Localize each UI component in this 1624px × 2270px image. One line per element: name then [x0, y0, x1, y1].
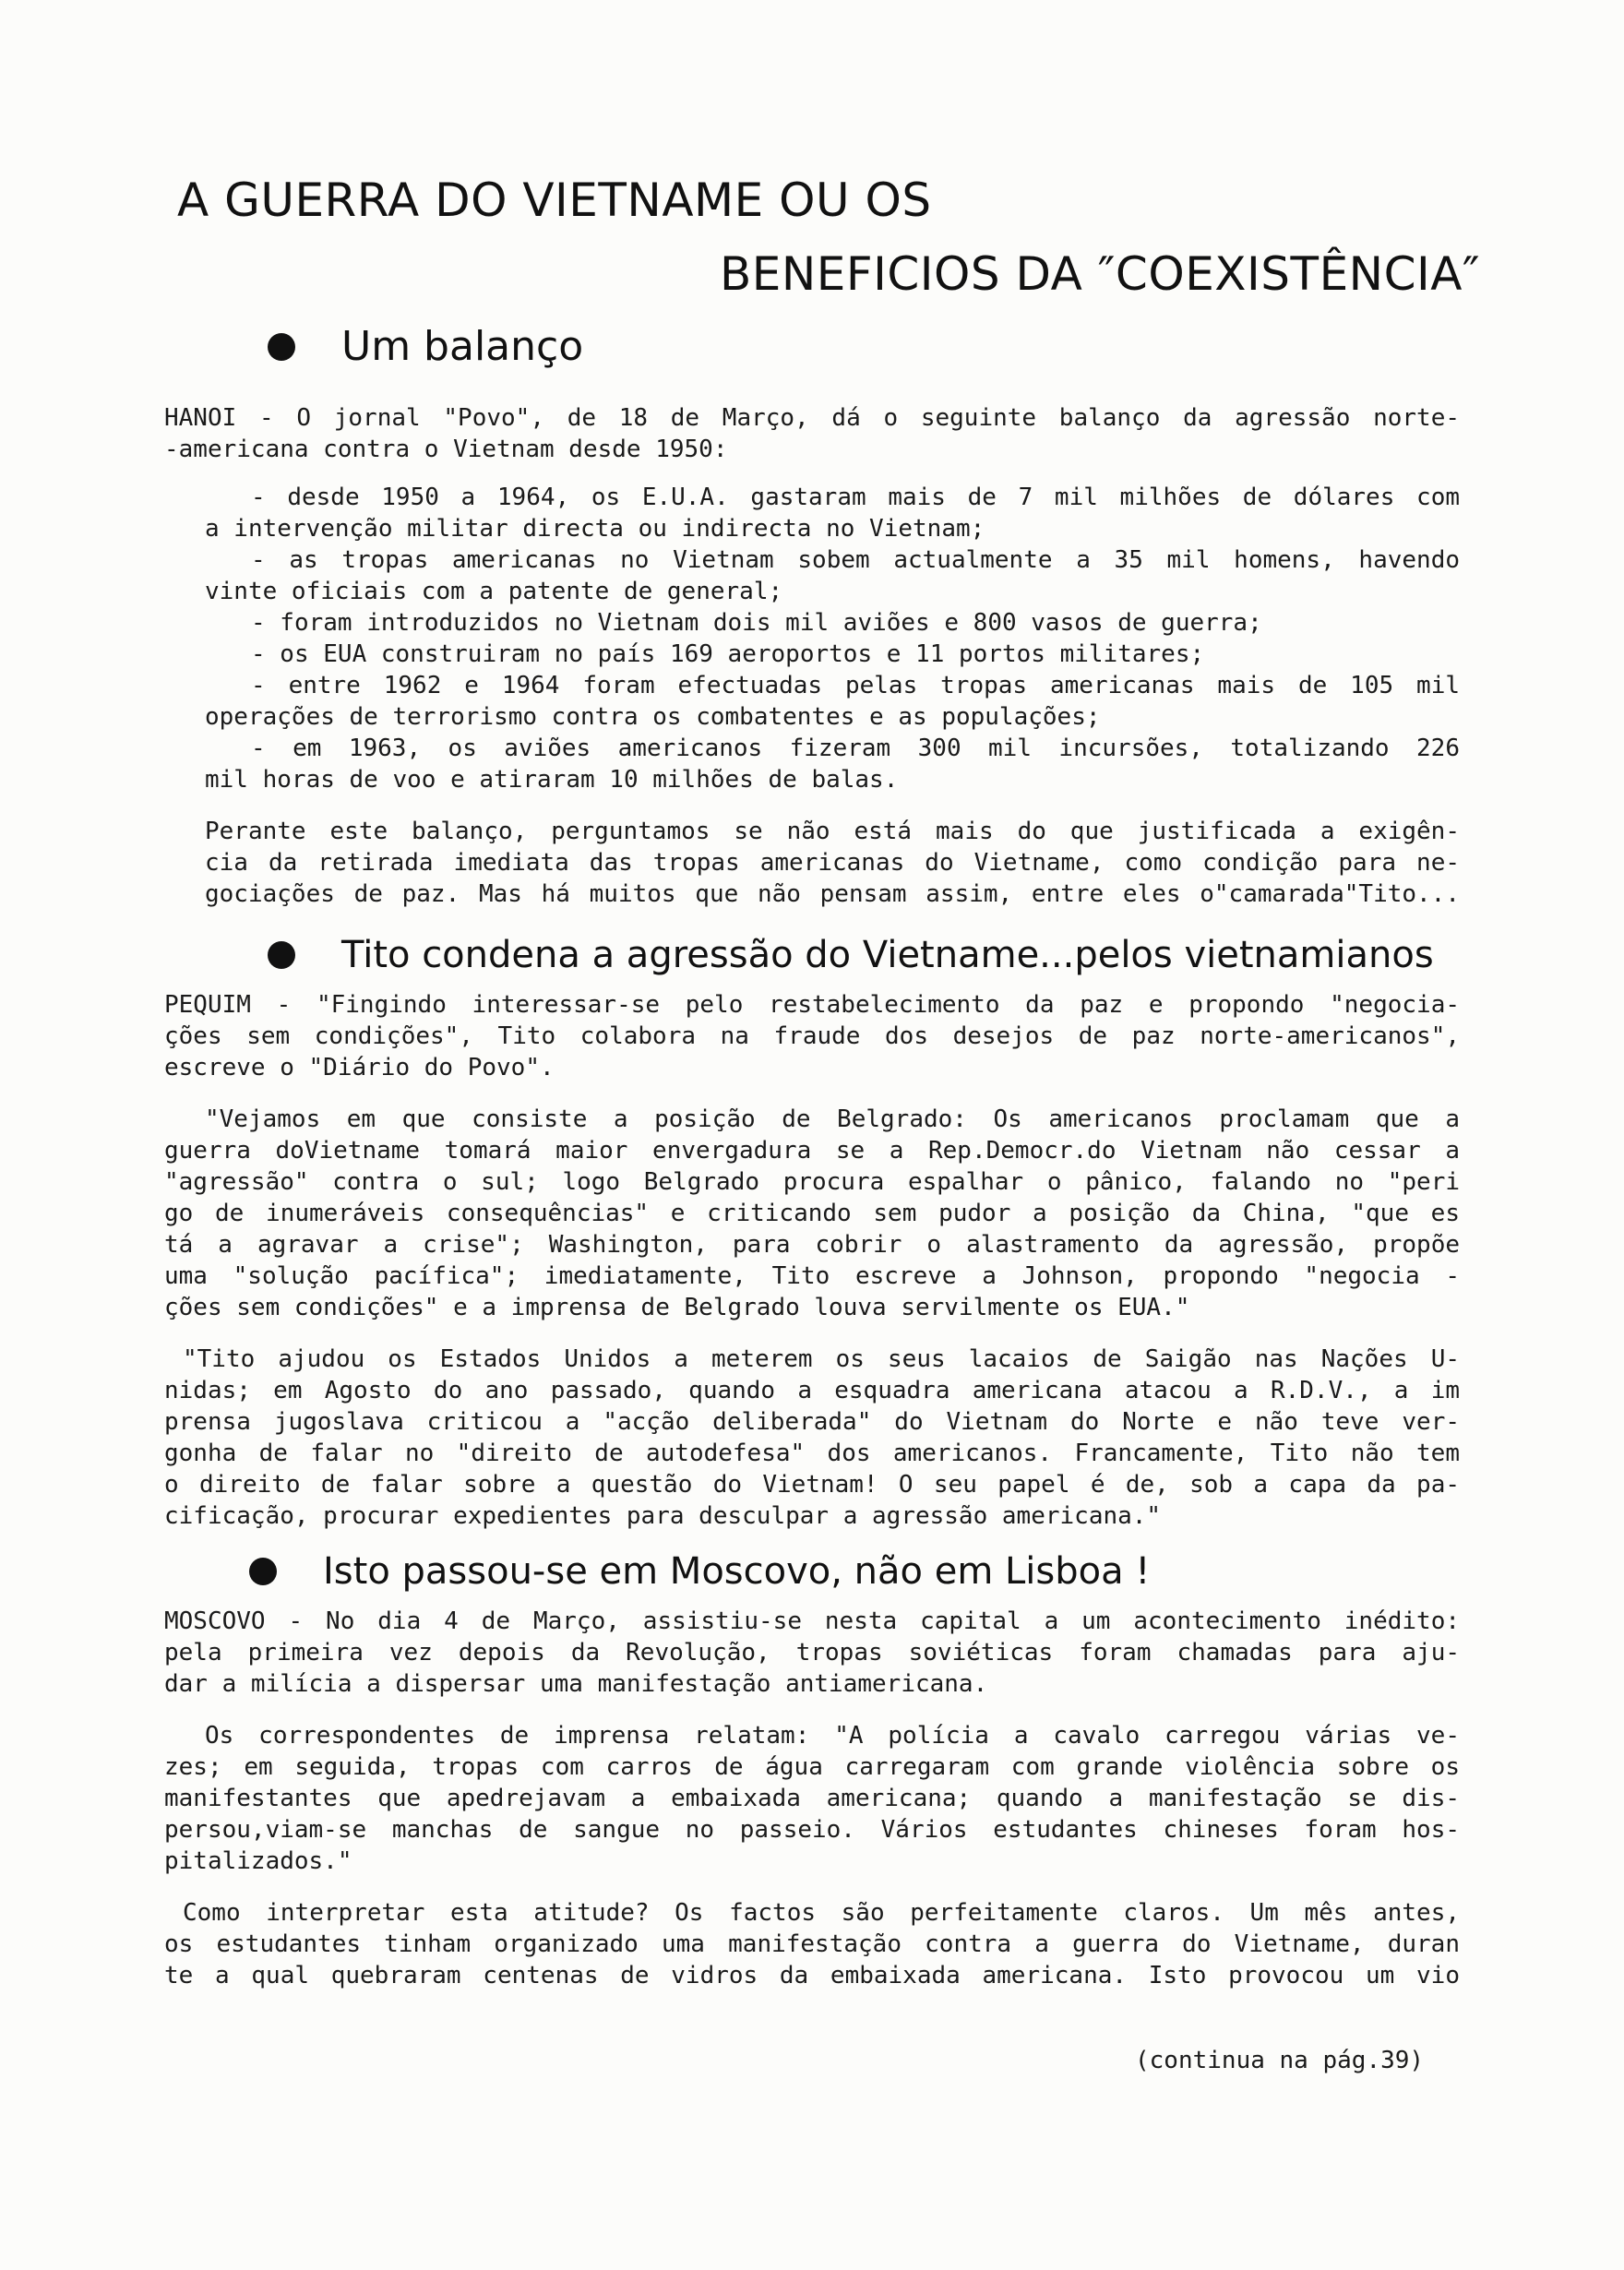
text-line: tá a agravar a crise"; Washington, para cobrir o alastramento da agressão, propõe [164, 1231, 1460, 1259]
list-item-cont: a intervenção militar directa ou indirecta no Vietnam; [205, 515, 985, 543]
text-line: "agressão" contra o sul; logo Belgrado procura espalhar o pânico, falando no "peri [164, 1168, 1460, 1196]
bullet-icon [268, 333, 295, 361]
text-line: te a qual quebraram centenas de vidros da embaixada americana. Isto provocou um vio [164, 1962, 1460, 1989]
list-item: - entre 1962 e 1964 foram efectuadas pelas tropas americanas mais de 105 mil [251, 672, 1460, 699]
list-item: - foram introduzidos no Vietnam dois mil aviões e 800 vasos de guerra; [251, 609, 1262, 637]
section-heading-text: Isto passou-se em Moscovo, não em Lisboa ! [323, 1550, 1151, 1593]
text-line: pitalizados." [164, 1847, 352, 1875]
text-line: Os correspondentes de imprensa relatam: "A polícia a cavalo carregou várias ve- [205, 1722, 1460, 1750]
section-heading-text: Tito condena a agressão do Vietname...pelos vietnamianos [341, 934, 1434, 976]
text-line: gociações de paz. Mas há muitos que não pensam assim, entre eles o"camarada"Tito... [205, 880, 1460, 908]
list-item-cont: mil horas de voo e atiraram 10 milhões de balas. [205, 766, 899, 794]
text-line: o direito de falar sobre a questão do Vietnam! O seu papel é de, sob a capa da pa- [164, 1471, 1460, 1499]
title-line-1: A GUERRA DO VIETNAME OU OS [177, 173, 932, 227]
text-line: -americana contra o Vietnam desde 1950: [164, 436, 728, 463]
text-line: pela primeira vez depois da Revolução, tropas soviéticas foram chamadas para aju- [164, 1639, 1460, 1667]
text-line: escreve o "Diário do Povo". [164, 1054, 555, 1081]
text-line: dar a milícia a dispersar uma manifestação antiamericana. [164, 1670, 988, 1698]
bullet-icon [268, 941, 295, 969]
text-line: nidas; em Agosto do ano passado, quando a esquadra americana atacou a R.D.V., a im [164, 1377, 1460, 1404]
list-item-cont: operações de terrorismo contra os combatentes e as populações; [205, 703, 1101, 731]
section-heading-balanco [268, 323, 583, 370]
text-line: zes; em seguida, tropas com carros de água carregaram com grande violência sobre os [164, 1753, 1460, 1781]
list-item: - os EUA construiram no país 169 aeroportos e 11 portos militares; [251, 640, 1205, 668]
list-item: - as tropas americanas no Vietnam sobem actualmente a 35 mil homens, havendo [251, 546, 1460, 574]
list-item-cont: vinte oficiais com a patente de general; [205, 578, 783, 605]
text-line: Perante este balanço, perguntamos se não está mais do que justificada a exigên- [205, 818, 1460, 845]
title-line-2: BENEFICIOS DA ″COEXISTÊNCIA″ [720, 247, 1481, 301]
text-line: cia da retirada imediata das tropas americanas do Vietname, como condição para ne- [205, 849, 1460, 877]
text-line: ções sem condições", Tito colabora na fraude dos desejos de paz norte-americanos", [164, 1022, 1460, 1050]
list-item: - em 1963, os aviões americanos fizeram 300 mil incursões, totalizando 226 [251, 735, 1460, 762]
text-line: persou,viam-se manchas de sangue no passeio. Vários estudantes chineses foram hos- [164, 1816, 1460, 1844]
list-item: - desde 1950 a 1964, os E.U.A. gastaram mais de 7 mil milhões de dólares com [251, 484, 1460, 511]
text-line: "Tito ajudou os Estados Unidos a meterem os seus lacaios de Saigão nas Nações U- [183, 1345, 1460, 1373]
section-heading-moscovo [249, 1550, 1150, 1593]
text-line: uma "solução pacífica"; imediatamente, Tito escreve a Johnson, propondo "negocia - [164, 1262, 1460, 1290]
bullet-icon [249, 1558, 277, 1585]
text-line: cificação, procurar expedientes para desculpar a agressão americana." [164, 1502, 1162, 1530]
text-line: ções sem condições" e a imprensa de Belgrado louva servilmente os EUA." [164, 1294, 1190, 1321]
text-line: guerra doVietname tomará maior envergadura se a Rep.Democr.do Vietnam não cessar a [164, 1137, 1460, 1165]
text-line: HANOI - O jornal "Povo", de 18 de Março, dá o seguinte balanço da agressão norte- [164, 404, 1460, 432]
text-line: "Vejamos em que consiste a posição de Belgrado: Os americanos proclamam que a [205, 1105, 1460, 1133]
text-line: Como interpretar esta atitude? Os factos são perfeitamente claros. Um mês antes, [183, 1899, 1460, 1927]
continuation-note: (continua na pág.39) [1135, 2047, 1425, 2074]
text-line: manifestantes que apedrejavam a embaixada americana; quando a manifestação se dis- [164, 1785, 1460, 1812]
text-line: prensa jugoslava criticou a "acção deliberada" do Vietnam do Norte e não teve ver- [164, 1408, 1460, 1436]
section-heading-tito [268, 934, 1434, 976]
section-heading-text: Um balanço [341, 323, 584, 370]
text-line: MOSCOVO - No dia 4 de Março, assistiu-se nesta capital a um acontecimento inédito: [164, 1607, 1460, 1635]
text-line: PEQUIM - "Fingindo interessar-se pelo restabelecimento da paz e propondo "negocia- [164, 991, 1460, 1019]
text-line: go de inumeráveis consequências" e criticando sem pudor a posição da China, "que es [164, 1200, 1460, 1227]
text-line: os estudantes tinham organizado uma manifestação contra a guerra do Vietname, duran [164, 1930, 1460, 1958]
text-line: gonha de falar no "direito de autodefesa" dos americanos. Francamente, Tito não tem [164, 1440, 1460, 1467]
